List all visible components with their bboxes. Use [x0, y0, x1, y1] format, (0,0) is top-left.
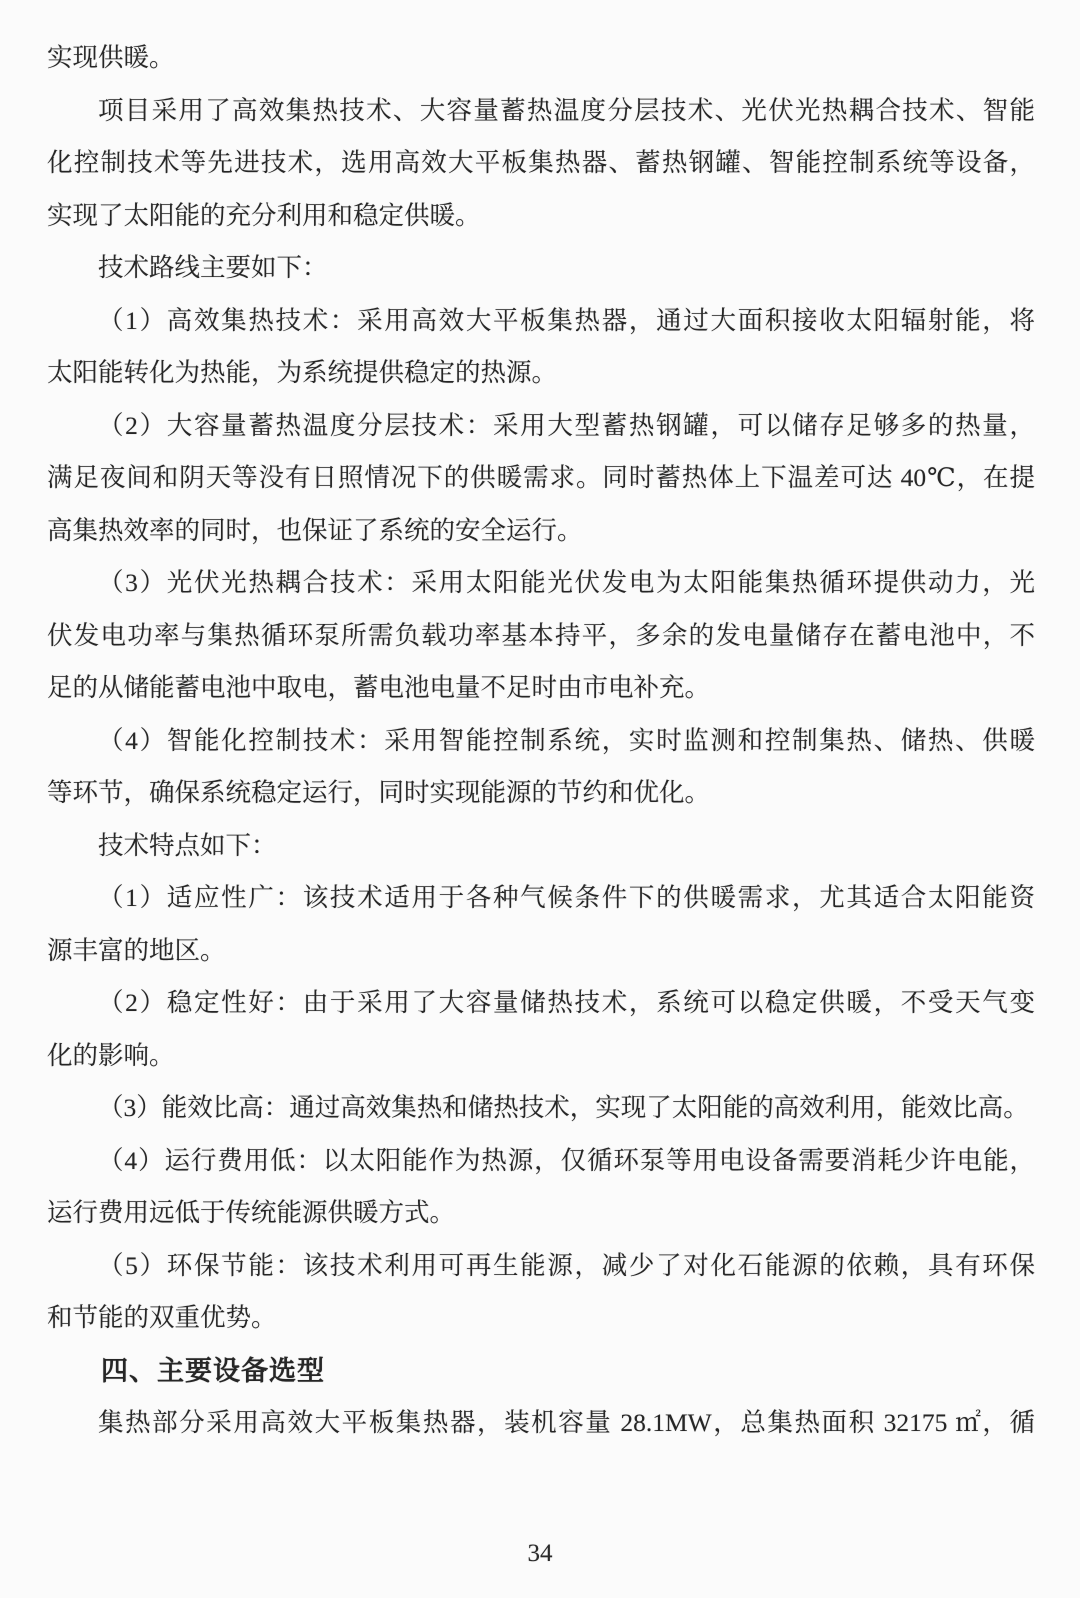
paragraph-feature-1: [47, 872, 1035, 977]
paragraph-route-2: [47, 400, 1035, 558]
text-line: 等环节，确保系统稳定运行，同时实现能源的节约和优化。: [47, 778, 711, 807]
text-line: 化控制技术等先进技术，选用高效大平板集热器、蓄热钢罐、智能控制系统等设备，: [47, 148, 1035, 177]
section-heading-equipment-selection: [47, 1345, 1035, 1398]
text-line: 太阳能转化为热能，为系统提供稳定的热源。: [47, 358, 558, 387]
text-line: 项目采用了高效集热技术、大容量蓄热温度分层技术、光伏光热耦合技术、智能: [98, 95, 1035, 125]
page-number: 34: [527, 1540, 553, 1567]
text-line: 运行费用远低于传统能源供暖方式。: [47, 1198, 456, 1227]
text-line: （4）运行费用低：以太阳能作为热源，仅循环泵等用电设备需要消耗少许电能，: [98, 1145, 1035, 1175]
text-line: 技术路线主要如下：: [98, 253, 328, 282]
paragraph-route-intro: [47, 242, 1035, 295]
paragraph-project-technologies: [47, 85, 1035, 243]
text-line: 伏发电功率与集热循环泵所需负载功率基本持平，多余的发电量储存在蓄电池中，不: [47, 620, 1035, 650]
paragraph-feature-4: [47, 1135, 1035, 1240]
text-line: （3）光伏光热耦合技术：采用太阳能光伏发电为太阳能集热循环提供动力，光: [98, 568, 1035, 597]
paragraph-feature-2: [47, 977, 1035, 1082]
text-line: 实现供暖。: [47, 43, 175, 72]
paragraph-equipment-collector: [47, 1397, 1035, 1450]
paragraph-features-intro: [47, 820, 1035, 873]
paragraph-feature-5: [47, 1240, 1035, 1345]
text-line: （1）适应性广：该技术适用于各种气候条件下的供暖需求，尤其适合太阳能资: [98, 883, 1035, 912]
text-line: 化的影响。: [47, 1040, 175, 1070]
text-line: 高集热效率的同时，也保证了系统的安全运行。: [47, 515, 583, 545]
text-line: （4）智能化控制技术：采用智能控制系统，实时监测和控制集热、储热、供暖: [98, 725, 1035, 755]
text-line: （3）能效比高：通过高效集热和储热技术，实现了太阳能的高效利用，能效比高。: [98, 1093, 1029, 1122]
text-line: 技术特点如下：: [98, 830, 277, 860]
text-line: 足的从储能蓄电池中取电，蓄电池电量不足时由市电补充。: [47, 673, 711, 702]
text-line: （2）稳定性好：由于采用了大容量储热技术，系统可以稳定供暖，不受天气变: [98, 988, 1035, 1017]
paragraph-route-4: [47, 715, 1035, 820]
paragraph-route-1: [47, 295, 1035, 400]
text-line: （1）高效集热技术：采用高效大平板集热器，通过大面积接收太阳辐射能，将: [98, 305, 1035, 335]
text-line: 集热部分采用高效大平板集热器，装机容量 28.1MW，总集热面积 32175 ㎡，循: [98, 1408, 1035, 1437]
text-line: （2）大容量蓄热温度分层技术：采用大型蓄热钢罐，可以储存足够多的热量，: [98, 410, 1035, 440]
paragraph-continuation: [47, 32, 1035, 85]
text-line: 满足夜间和阴天等没有日照情况下的供暖需求。同时蓄热体上下温差可达 40℃，在提: [47, 463, 1035, 492]
paragraph-route-3: [47, 557, 1035, 715]
heading-text-line: 四、主要设备选型: [101, 1355, 325, 1386]
text-line: 和节能的双重优势。: [47, 1303, 277, 1332]
text-line: （5）环保节能：该技术利用可再生能源，减少了对化石能源的依赖，具有环保: [98, 1250, 1035, 1280]
text-line: 实现了太阳能的充分利用和稳定供暖。: [47, 200, 481, 230]
text-line: 源丰富的地区。: [47, 935, 226, 965]
paragraph-feature-3: [47, 1082, 1035, 1135]
